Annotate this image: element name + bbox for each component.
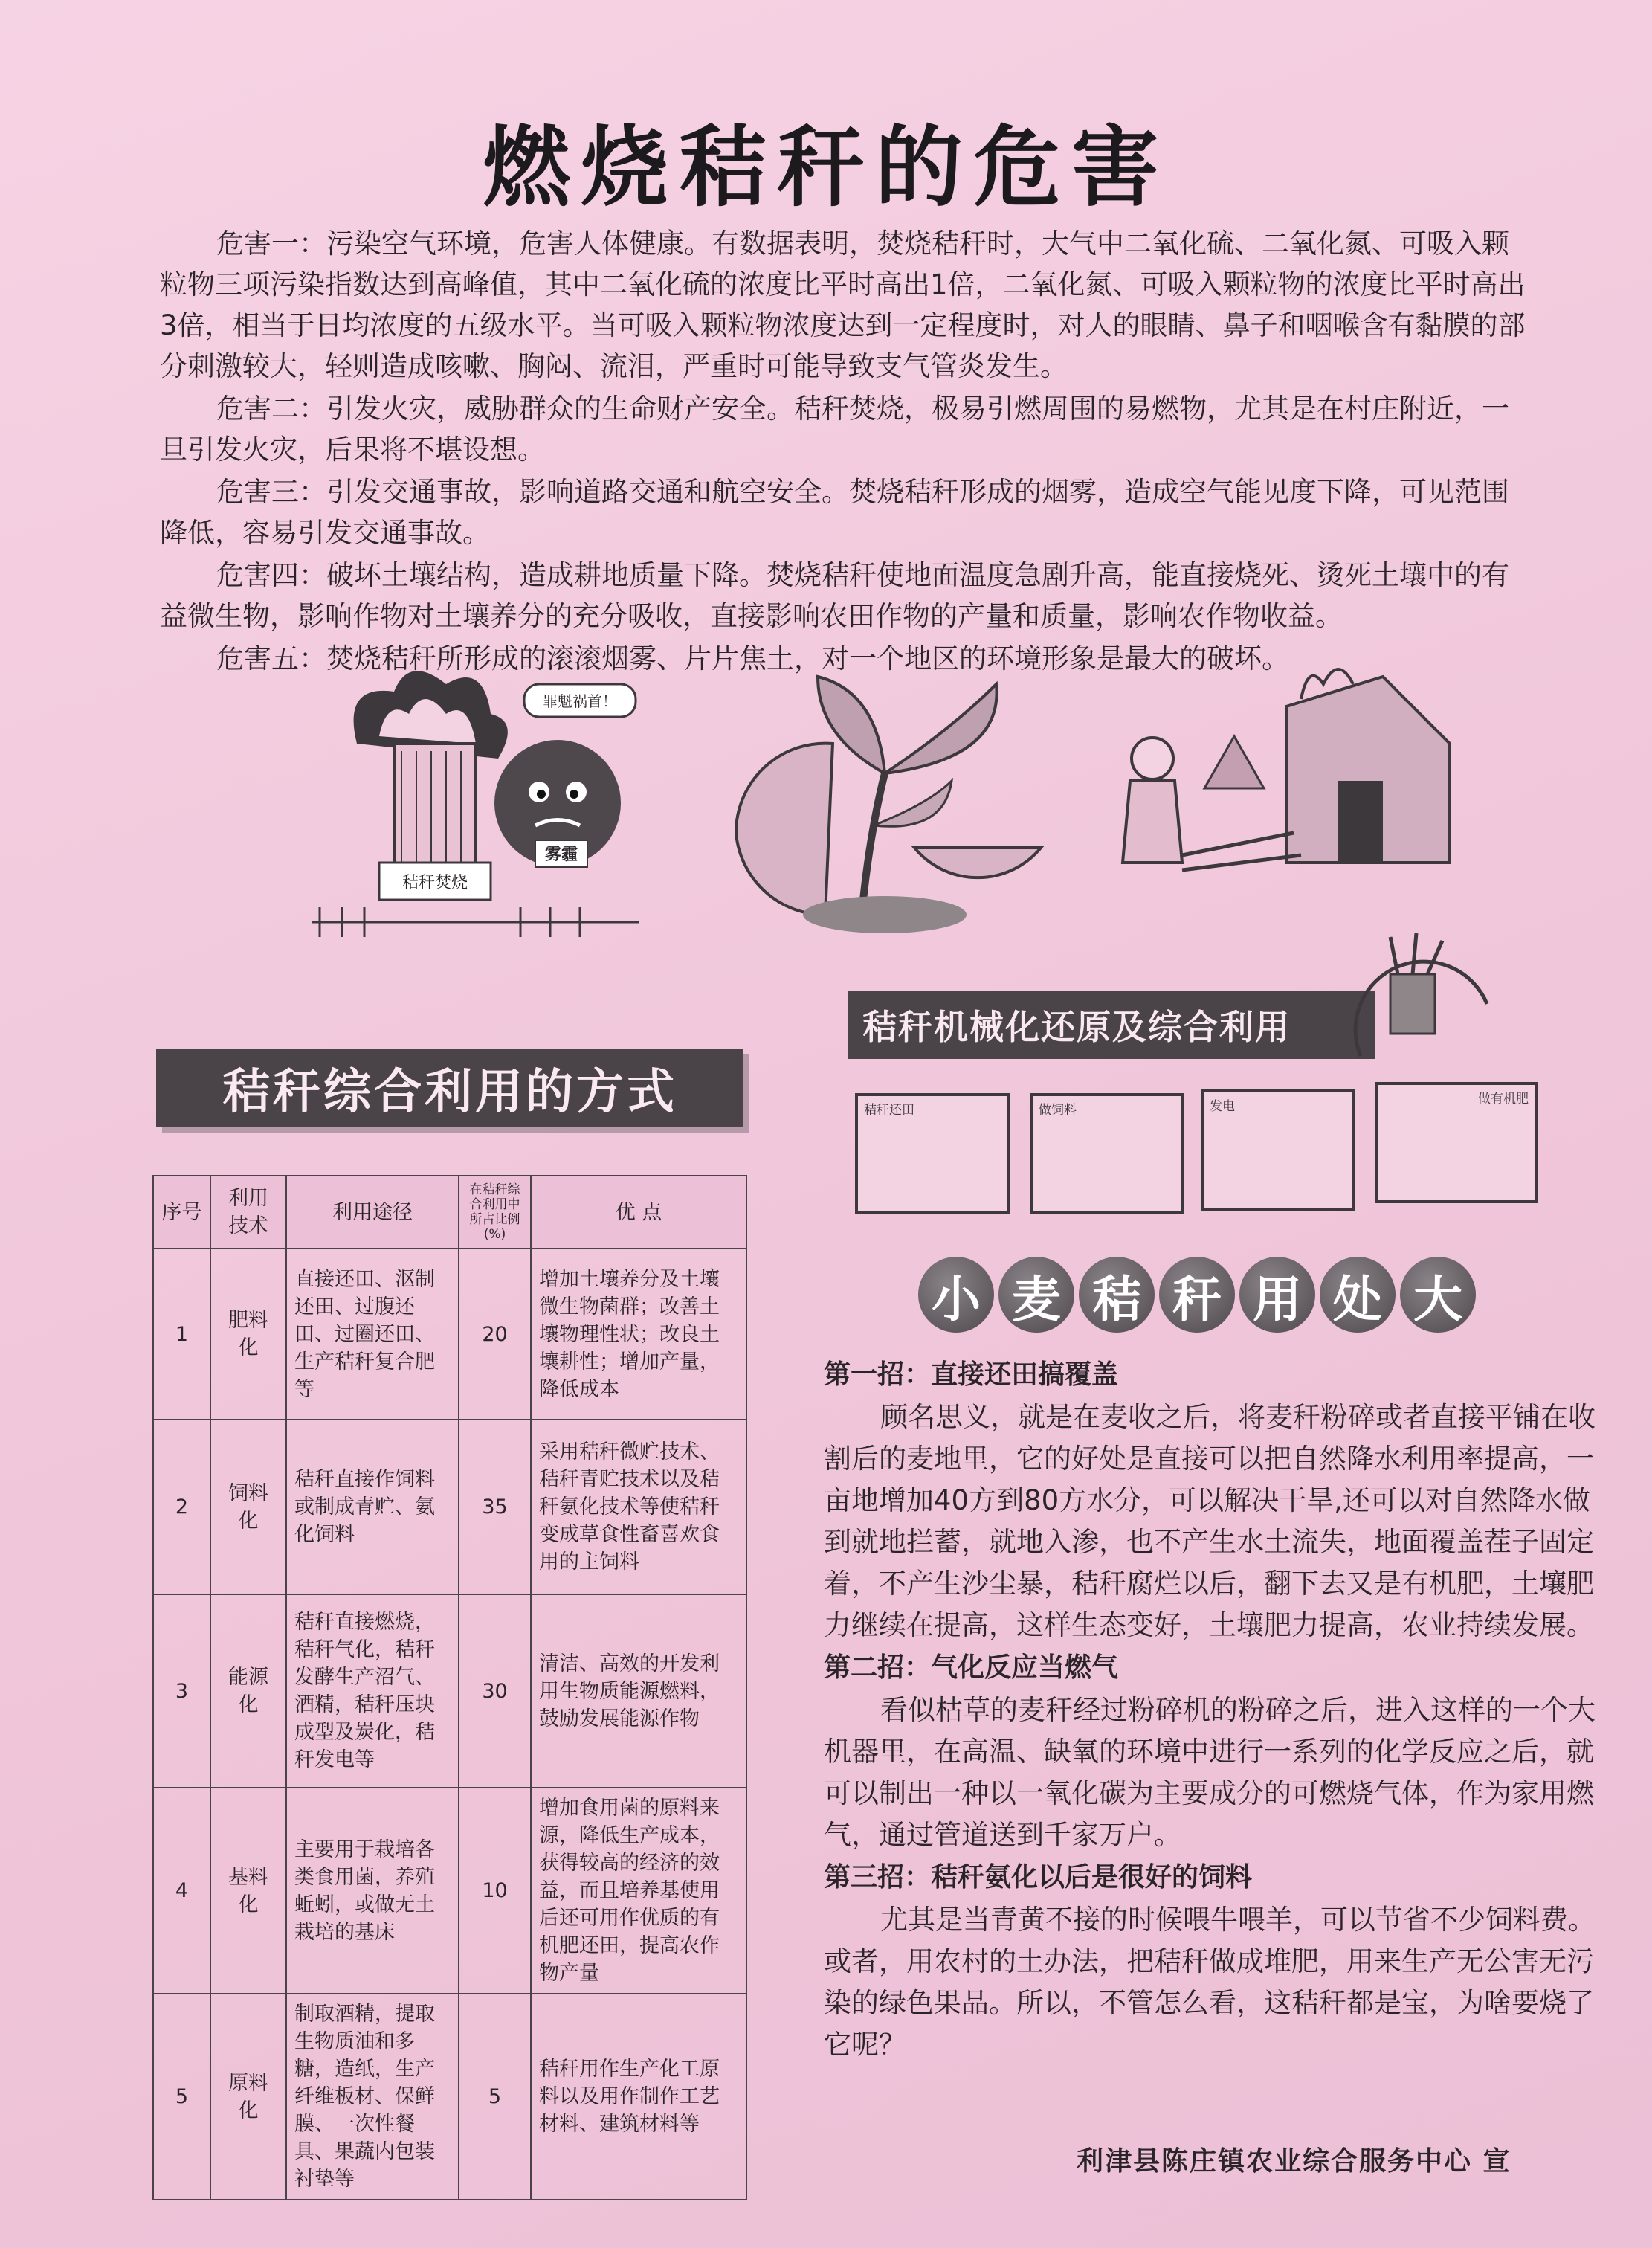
cell-no: 3 (153, 1594, 210, 1788)
cell-tech: 饲料化 (210, 1420, 286, 1594)
harm-paragraph: 危害四：破坏土壤结构，造成耕地质量下降。焚烧秸秆使地面温度急剧升高，能直接烧死、烫死土壤中的有益微生物，影响作物对土壤养分的充分吸收，直接影响农田作物的产量和质量，影响农作物收益。 (160, 559, 1509, 632)
col-header-way: 利用途径 (286, 1176, 459, 1249)
cell-merit: 增加食用菌的原料来源，降低生产成本，获得较高的经济的效益，而且培养基使用后还可用作优质的有机肥还田，提高农作物产量 (531, 1788, 746, 1994)
table-row (153, 1788, 746, 1994)
burning-house-cartoon (1115, 654, 1457, 892)
panel-power (1201, 1089, 1355, 1211)
cell-tech: 能源化 (210, 1594, 286, 1788)
col-header-merit: 优 点 (531, 1176, 746, 1249)
tip-body: 看似枯草的麦秆经过粉碎机的粉碎之后，进入这样的一个大机器里，在高温、缺氧的环境中进行一系列的化学反应之后，就可以制出一种以一氧化碳为主要成分的可燃烧气体，作为家用燃气，通过管道送到千家万户。 (824, 1694, 1595, 1851)
wheat-straw-title (918, 1257, 1476, 1333)
cell-tech: 肥料化 (210, 1249, 286, 1420)
col-header-ratio: 在秸秆综合利用中所占比例(%) (459, 1176, 531, 1249)
tip-body: 尤其是当青黄不接的时候喂牛喂羊，可以节省不少饲料费。或者，用农村的土办法，把秸秆做成堆肥，用来生产无公害无污染的绿色果品。所以，不管怎么看，这秸秆都是宝，为啥要烧了它呢？ (824, 1904, 1595, 2061)
table-row (153, 1249, 746, 1420)
harm-paragraph: 危害二：引发火灾，威胁群众的生命财产安全。秸秆焚烧，极易引燃周围的易燃物，尤其是在村庄附近，一旦引发火灾，后果将不堪设想。 (160, 393, 1509, 466)
cell-way: 秸秆直接作饲料或制成青贮、氨化饲料 (286, 1420, 459, 1594)
title-char: 秸 (1079, 1257, 1155, 1333)
cell-way: 制取酒精，提取生物质油和多糖，造纸，生产纤维板材、保鲜膜、一次性餐具、果蔬内包装衬垫等 (286, 1994, 459, 2200)
utilization-banner: 秸秆综合利用的方式 (156, 1049, 743, 1127)
cell-merit: 清洁、高效的开发利用生物质能源燃料，鼓励发展能源作物 (531, 1594, 746, 1788)
title-char: 用 (1239, 1257, 1315, 1333)
pen-holder-icon (1346, 930, 1502, 1063)
harms-section (160, 223, 1535, 680)
col-header-no: 序号 (153, 1176, 210, 1249)
cell-ratio: 10 (459, 1788, 531, 1994)
cell-no: 4 (153, 1788, 210, 1994)
mechanized-banner: 秸秆机械化还原及综合利用 (848, 991, 1375, 1059)
tip-heading: 第三招：秸秆氨化以后是很好的饲料 (824, 1862, 1253, 1893)
cell-ratio: 20 (459, 1249, 531, 1420)
panel-label: 做有机肥 (1478, 1092, 1529, 1107)
cell-merit: 采用秸秆微贮技术、秸秆青贮技术以及秸秆氨化技术等使秸秆变成草食性畜喜欢食用的主饲料 (531, 1420, 746, 1594)
panel-feed (1030, 1093, 1184, 1214)
cell-no: 5 (153, 1994, 210, 2200)
table-row (153, 1994, 746, 2200)
cell-tech: 原料化 (210, 1994, 286, 2200)
harm-paragraph: 危害五：焚烧秸秆所形成的滚滚烟雾、片片焦土，对一个地区的环境形象是最大的破坏。 (216, 642, 1289, 674)
cell-merit: 增加土壤养分及土壤微生物菌群；改善土壤物理性状；改良土壤耕性；增加产量，降低成本 (531, 1249, 746, 1420)
panel-return-field (855, 1093, 1010, 1214)
cell-way: 主要用于栽培各类食用菌，养殖蚯蚓，或做无土栽培的基床 (286, 1788, 459, 1994)
cell-ratio: 5 (459, 1994, 531, 2200)
panel-fertilizer (1375, 1082, 1538, 1203)
speech-bubble: 罪魁祸首！ (543, 692, 617, 710)
cell-ratio: 30 (459, 1594, 531, 1788)
tip-heading: 第二招：气化反应当燃气 (824, 1652, 1119, 1683)
page-title: 燃烧秸秆的危害 (482, 116, 1169, 219)
tip-heading: 第一招：直接还田搞覆盖 (824, 1359, 1119, 1390)
cell-merit: 秸秆用作生产化工原料以及用作制作工艺材料、建筑材料等 (531, 1994, 746, 2200)
harm-paragraph: 危害三：引发交通事故，影响道路交通和航空安全。焚烧秸秆形成的烟雾，造成空气能见度下降，可见范围降低，容易引发交通事故。 (160, 476, 1509, 549)
cell-tech: 基料化 (210, 1788, 286, 1994)
panel-label: 做饲料 (1039, 1103, 1077, 1118)
utilization-table (152, 1175, 747, 2200)
title-char: 秆 (1159, 1257, 1235, 1333)
title-char: 处 (1320, 1257, 1396, 1333)
table-header-row (153, 1176, 746, 1249)
panel-label: 发电 (1210, 1099, 1235, 1114)
smog-label: 雾霾 (544, 846, 578, 864)
earth-sprout-illustration (706, 662, 1063, 944)
footer-publisher: 利津县陈庄镇农业综合服务中心 宣 (1077, 2146, 1511, 2177)
cell-ratio: 35 (459, 1420, 531, 1594)
tips-section (824, 1353, 1612, 2066)
col-header-tech: 利用技术 (210, 1176, 286, 1249)
cell-way: 直接还田、沤制还田、过腹还田、过圈还田、生产秸秆复合肥等 (286, 1249, 459, 1420)
table-row (153, 1594, 746, 1788)
harm-paragraph: 危害一：污染空气环境，危害人体健康。有数据表明，焚烧秸秆时，大气中二氧化硫、二氧化氮、可吸入颗粒物三项污染指数达到高峰值，其中二氧化硫的浓度比平时高出1倍，二氧化氮、可吸入颗粒物的浓度比平时高出3倍，相当于日均浓度的五级水平。当可吸入颗粒物浓度达到一定程度时，对人的眼睛、鼻子和咽喉含有黏膜的部分刺激较大，轻则造成咳嗽、胸闷、流泪，严重时可能导致支气管炎发生。 (160, 228, 1526, 382)
sign-label: 秸秆焚烧 (401, 874, 468, 892)
panel-label: 秸秆还田 (864, 1103, 914, 1118)
tip-body: 顾名思义，就是在麦收之后，将麦秆粉碎或者直接平铺在收割后的麦地里，它的好处是直接可以把自然降水利用率提高，一亩地增加40方到80方水分，可以解决干旱,还可以对自然降水做到就地拦蓄，就地入渗，也不产生水土流失，地面覆盖茬子固定着，不产生沙尘暴，秸秆腐烂以后，翻下去又是有机肥，土壤肥力继续在提高，这样生态变好，土壤肥力提高，农业持续发展。 (824, 1401, 1595, 1641)
straw-burning-cartoon (297, 654, 654, 952)
title-char: 大 (1400, 1257, 1476, 1333)
cell-way: 秸秆直接燃烧，秸秆气化，秸秆发酵生产沼气、酒精，秸秆压块成型及炭化，秸秆发电等 (286, 1594, 459, 1788)
cell-no: 2 (153, 1420, 210, 1594)
table-row (153, 1420, 746, 1594)
title-char: 麦 (998, 1257, 1074, 1333)
title-char: 小 (918, 1257, 994, 1333)
cell-no: 1 (153, 1249, 210, 1420)
